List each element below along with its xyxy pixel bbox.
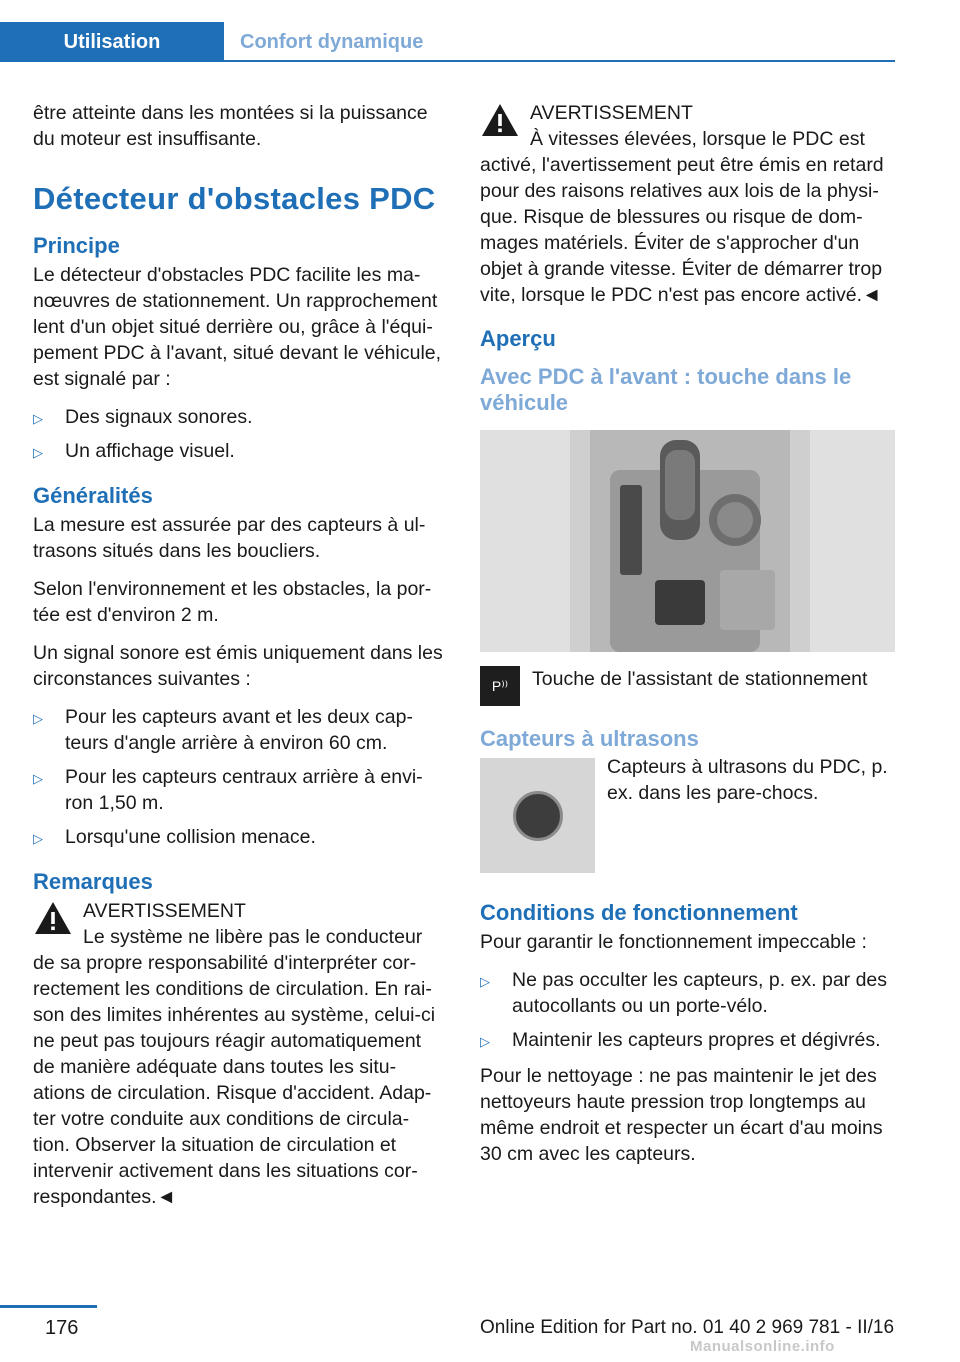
section-title: Détecteur d'obstacles PDC: [33, 181, 436, 216]
principe-list: [33, 404, 448, 464]
warning-title: AVERTISSEMENT: [530, 102, 693, 124]
generalites-p3: Un signal sonore est émis uniquement dans les circonstances suivantes :: [33, 642, 443, 690]
warning-triangle-icon: [480, 102, 520, 138]
triangle-right-icon: ▷: [33, 831, 43, 846]
page-number: 176: [45, 1317, 79, 1339]
list-item: ▷ Lorsqu'une collision menace.: [33, 824, 448, 850]
triangle-right-icon: ▷: [33, 711, 43, 726]
left-column: [33, 100, 448, 1222]
triangle-right-icon: ▷: [480, 974, 490, 989]
triangle-right-icon: ▷: [33, 771, 43, 786]
conditions-list: [480, 967, 895, 1053]
cleaning-text: Pour le nettoyage : ne pas maintenir le jet des nettoyeurs haute pression trop longtemps au même endroit et respecter un écart d'au moins 30 cm avec les capteurs.: [480, 1065, 883, 1165]
list-item: ▷ Pour les capteurs centraux arrière à envi- ron 1,50 m.: [33, 766, 423, 814]
remarques-heading: Remarques: [33, 869, 153, 894]
conditions-intro: Pour garantir le fonctionnement impeccable :: [480, 931, 867, 953]
console-illustration: [480, 430, 895, 652]
triangle-right-icon: ▷: [33, 445, 43, 460]
edition-text: Online Edition for Part no. 01 40 2 969 781 - II/16: [480, 1317, 895, 1338]
tab-utilisation[interactable]: Utilisation: [0, 22, 224, 62]
list-item: ▷ Ne pas occulter les capteurs, p. ex. par des autocollants ou un porte-vélo.: [480, 969, 888, 1017]
list-item: ▷ Un affichage visuel.: [33, 438, 448, 464]
watermark: Manualsonline.info: [690, 1338, 835, 1355]
warning-first-line: À vitesses élevées, lorsque le PDC est: [530, 128, 865, 150]
sensor-dot: [513, 791, 563, 841]
generalites-p2: Selon l'environnement et les obstacles, la por- tée est d'environ 2 m.: [33, 578, 432, 626]
intro-text: être atteinte dans les montées si la puissance du moteur est insuffisante.: [33, 102, 428, 150]
conditions-heading: Conditions de fonctionnement: [480, 900, 798, 925]
parking-assistant-icon: P⁾⁾: [480, 666, 520, 706]
warning-text: activé, l'avertissement peut être émis en retard pour des raisons relatives aux lois de la physi- que. Risque de blessures ou risque de dom- mages matériels. Éviter de s'approcher d'un objet à grande vitesse. Éviter de démarrer trop vite, lorsque le PDC n'est pas encore activé.◄: [480, 154, 884, 306]
sensor-image: [480, 758, 595, 873]
generalites-list: [33, 704, 448, 850]
sensor-block: [480, 754, 895, 873]
warning-text: de sa propre responsabilité d'interpréter cor- rectement les conditions de circulation. En rai- son des limites inhérentes au système, celui-ci ne peut pas toujours réagir automatiquement de manière adéquate dans toutes les situ- ations de circulation. Risque d'accident. Adap- ter votre conduite aux conditions de circula- tion. Observer la situation de circulation et intervenir activement dans les situations cor- respondantes.◄: [33, 952, 436, 1208]
warning-triangle-icon: [33, 900, 73, 936]
caption-row: [480, 666, 895, 706]
triangle-right-icon: ▷: [33, 411, 43, 426]
list-item: ▷ Maintenir les capteurs propres et dégivrés.: [480, 1027, 895, 1053]
avec-pdc-heading: Avec PDC à l'avant : touche dans le véhicule: [480, 364, 852, 415]
triangle-right-icon: ▷: [480, 1034, 490, 1049]
principe-heading: Principe: [33, 233, 120, 258]
list-item: ▷ Pour les capteurs avant et les deux cap- teurs d'angle arrière à environ 60 cm.: [33, 706, 413, 754]
generalites-p1: La mesure est assurée par des capteurs à ul- trasons situés dans les boucliers.: [33, 514, 426, 562]
photo-caption: Touche de l'assistant de stationnement: [532, 668, 868, 690]
warning-block: [480, 100, 895, 308]
warning-title: AVERTISSEMENT: [83, 900, 246, 922]
tab-divider: [224, 60, 895, 62]
right-column: [480, 100, 895, 1179]
generalites-heading: Généralités: [33, 483, 153, 508]
tab-confort-dynamique[interactable]: Confort dynamique: [240, 30, 424, 53]
list-item: ▷ Des signaux sonores.: [33, 404, 448, 430]
page-number-rule: [0, 1305, 97, 1308]
console-photo: [480, 430, 895, 652]
apercu-heading: Aperçu: [480, 326, 556, 351]
warning-first-line: Le système ne libère pas le conducteur: [83, 926, 423, 948]
header-tabs: [0, 0, 895, 62]
sensor-text: Capteurs à ultrasons du PDC, p. ex. dans les pare-chocs.: [607, 756, 888, 804]
warning-block: [33, 898, 448, 1210]
principe-text: Le détecteur d'obstacles PDC facilite les ma- nœuvres de stationnement. Un rapprochement lent d'un objet situé derrière ou, grâce à l'équi- pement PDC à l'avant, situé devant le véhicule, est signalé par :: [33, 264, 442, 390]
capteurs-heading: Capteurs à ultrasons: [480, 726, 699, 751]
